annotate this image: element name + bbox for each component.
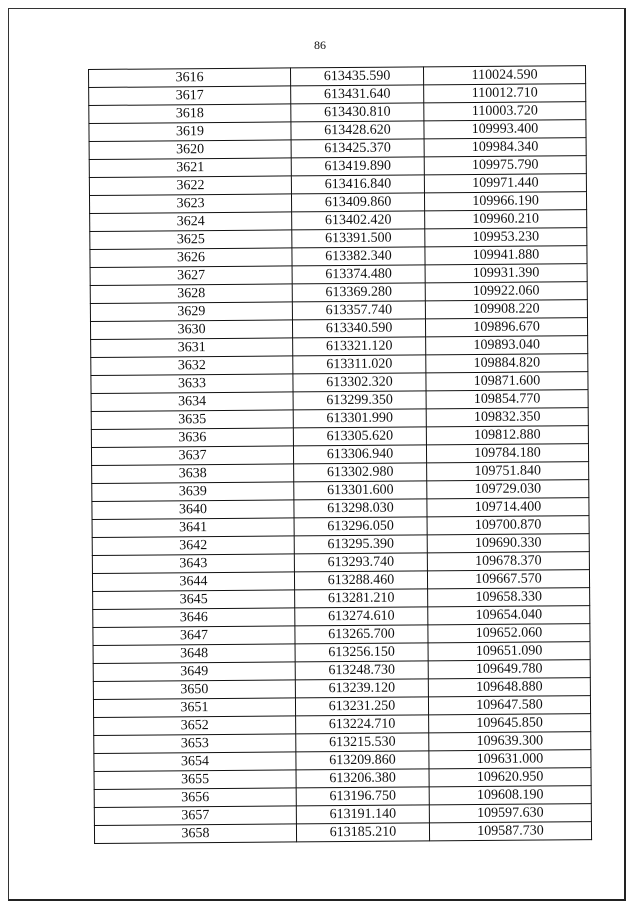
point-number-cell: 3616 <box>89 68 291 88</box>
point-number-cell: 3649 <box>93 662 295 682</box>
x-coordinate-cell: 613369.280 <box>292 283 425 302</box>
x-coordinate-cell: 613293.740 <box>294 553 427 572</box>
y-coordinate-cell: 109587.730 <box>429 822 591 841</box>
y-coordinate-cell: 109658.330 <box>428 588 590 607</box>
x-coordinate-cell: 613288.460 <box>294 571 427 590</box>
point-number-cell: 3650 <box>93 680 295 700</box>
point-number-cell: 3637 <box>91 446 293 466</box>
point-number-cell: 3658 <box>94 824 296 844</box>
y-coordinate-cell: 109993.400 <box>424 120 586 139</box>
y-coordinate-cell: 110012.710 <box>424 84 586 103</box>
point-number-cell: 3648 <box>93 644 295 664</box>
y-coordinate-cell: 109751.840 <box>427 462 589 481</box>
x-coordinate-cell: 613425.370 <box>291 139 424 158</box>
point-number-cell: 3626 <box>90 248 292 268</box>
x-coordinate-cell: 613231.250 <box>295 697 428 716</box>
x-coordinate-cell: 613298.030 <box>294 499 427 518</box>
point-number-cell: 3622 <box>89 176 291 196</box>
x-coordinate-cell: 613357.740 <box>292 301 425 320</box>
x-coordinate-cell: 613311.020 <box>293 355 426 374</box>
y-coordinate-cell: 109871.600 <box>426 372 588 391</box>
point-number-cell: 3617 <box>89 86 291 106</box>
point-number-cell: 3623 <box>89 194 291 214</box>
x-coordinate-cell: 613340.590 <box>292 319 425 338</box>
x-coordinate-cell: 613409.860 <box>291 193 424 212</box>
x-coordinate-cell: 613206.380 <box>296 769 429 788</box>
point-number-cell: 3645 <box>93 590 295 610</box>
y-coordinate-cell: 109953.230 <box>425 228 587 247</box>
page-number: 86 <box>314 38 326 52</box>
x-coordinate-cell: 613256.150 <box>295 643 428 662</box>
y-coordinate-cell: 109893.040 <box>426 336 588 355</box>
x-coordinate-cell: 613296.050 <box>294 517 427 536</box>
point-number-cell: 3653 <box>94 734 296 754</box>
x-coordinate-cell: 613435.590 <box>290 67 423 86</box>
point-number-cell: 3642 <box>92 536 294 556</box>
y-coordinate-cell: 109700.870 <box>427 516 589 535</box>
coordinates-table <box>88 65 592 844</box>
x-coordinate-cell: 613321.120 <box>293 337 426 356</box>
y-coordinate-cell: 109941.880 <box>425 246 587 265</box>
point-number-cell: 3618 <box>89 104 291 124</box>
y-coordinate-cell: 110024.590 <box>423 66 585 85</box>
y-coordinate-cell: 109608.190 <box>429 786 591 805</box>
point-number-cell: 3641 <box>92 518 294 538</box>
x-coordinate-cell: 613302.320 <box>293 373 426 392</box>
x-coordinate-cell: 613419.890 <box>291 157 424 176</box>
point-number-cell: 3624 <box>90 212 292 232</box>
x-coordinate-cell: 613382.340 <box>292 247 425 266</box>
point-number-cell: 3634 <box>91 392 293 412</box>
y-coordinate-cell: 109690.330 <box>427 534 589 553</box>
x-coordinate-cell: 613265.700 <box>295 625 428 644</box>
point-number-cell: 3630 <box>90 320 292 340</box>
x-coordinate-cell: 613281.210 <box>295 589 428 608</box>
point-number-cell: 3652 <box>94 716 296 736</box>
point-number-cell: 3644 <box>92 572 294 592</box>
table-row <box>94 822 591 844</box>
x-coordinate-cell: 613191.140 <box>296 805 429 824</box>
x-coordinate-cell: 613402.420 <box>292 211 425 230</box>
point-number-cell: 3643 <box>92 554 294 574</box>
point-number-cell: 3646 <box>93 608 295 628</box>
y-coordinate-cell: 109639.300 <box>429 732 591 751</box>
y-coordinate-cell: 109678.370 <box>427 552 589 571</box>
y-coordinate-cell: 109896.670 <box>425 318 587 337</box>
y-coordinate-cell: 109667.570 <box>427 570 589 589</box>
y-coordinate-cell: 109812.880 <box>426 426 588 445</box>
y-coordinate-cell: 109647.580 <box>428 696 590 715</box>
x-coordinate-cell: 613305.620 <box>293 427 426 446</box>
x-coordinate-cell: 613301.990 <box>293 409 426 428</box>
x-coordinate-cell: 613185.210 <box>296 823 429 842</box>
point-number-cell: 3631 <box>91 338 293 358</box>
x-coordinate-cell: 613428.620 <box>291 121 424 140</box>
x-coordinate-cell: 613295.390 <box>294 535 427 554</box>
point-number-cell: 3657 <box>94 806 296 826</box>
point-number-cell: 3620 <box>89 140 291 160</box>
x-coordinate-cell: 613302.980 <box>294 463 427 482</box>
y-coordinate-cell: 109714.400 <box>427 498 589 517</box>
y-coordinate-cell: 109645.850 <box>429 714 591 733</box>
y-coordinate-cell: 109984.340 <box>424 138 586 157</box>
y-coordinate-cell: 109784.180 <box>426 444 588 463</box>
x-coordinate-cell: 613215.530 <box>296 733 429 752</box>
y-coordinate-cell: 109651.090 <box>428 642 590 661</box>
y-coordinate-cell: 109620.950 <box>429 768 591 787</box>
y-coordinate-cell: 109971.440 <box>424 174 586 193</box>
y-coordinate-cell: 109654.040 <box>428 606 590 625</box>
x-coordinate-cell: 613430.810 <box>291 103 424 122</box>
y-coordinate-cell: 109884.820 <box>426 354 588 373</box>
y-coordinate-cell: 109922.060 <box>425 282 587 301</box>
point-number-cell: 3629 <box>90 302 292 322</box>
point-number-cell: 3638 <box>92 464 294 484</box>
point-number-cell: 3628 <box>90 284 292 304</box>
x-coordinate-cell: 613416.840 <box>291 175 424 194</box>
y-coordinate-cell: 109729.030 <box>427 480 589 499</box>
y-coordinate-cell: 109649.780 <box>428 660 590 679</box>
x-coordinate-cell: 613431.640 <box>291 85 424 104</box>
x-coordinate-cell: 613248.730 <box>295 661 428 680</box>
x-coordinate-cell: 613224.710 <box>296 715 429 734</box>
point-number-cell: 3635 <box>91 410 293 430</box>
y-coordinate-cell: 109908.220 <box>425 300 587 319</box>
y-coordinate-cell: 109652.060 <box>428 624 590 643</box>
point-number-cell: 3656 <box>94 788 296 808</box>
y-coordinate-cell: 109854.770 <box>426 390 588 409</box>
x-coordinate-cell: 613306.940 <box>293 445 426 464</box>
y-coordinate-cell: 109960.210 <box>425 210 587 229</box>
x-coordinate-cell: 613391.500 <box>292 229 425 248</box>
x-coordinate-cell: 613374.480 <box>292 265 425 284</box>
y-coordinate-cell: 109631.000 <box>429 750 591 769</box>
x-coordinate-cell: 613196.750 <box>296 787 429 806</box>
y-coordinate-cell: 109648.880 <box>428 678 590 697</box>
point-number-cell: 3655 <box>94 770 296 790</box>
y-coordinate-cell: 109931.390 <box>425 264 587 283</box>
y-coordinate-cell: 109975.790 <box>424 156 586 175</box>
y-coordinate-cell: 109966.190 <box>424 192 586 211</box>
point-number-cell: 3625 <box>90 230 292 250</box>
y-coordinate-cell: 109832.350 <box>426 408 588 427</box>
y-coordinate-cell: 109597.630 <box>429 804 591 823</box>
x-coordinate-cell: 613299.350 <box>293 391 426 410</box>
x-coordinate-cell: 613239.120 <box>295 679 428 698</box>
point-number-cell: 3636 <box>91 428 293 448</box>
point-number-cell: 3621 <box>89 158 291 178</box>
point-number-cell: 3619 <box>89 122 291 142</box>
point-number-cell: 3633 <box>91 374 293 394</box>
point-number-cell: 3632 <box>91 356 293 376</box>
point-number-cell: 3647 <box>93 626 295 646</box>
coordinates-table-body <box>89 66 592 844</box>
point-number-cell: 3651 <box>93 698 295 718</box>
point-number-cell: 3627 <box>90 266 292 286</box>
x-coordinate-cell: 613209.860 <box>296 751 429 770</box>
point-number-cell: 3639 <box>92 482 294 502</box>
x-coordinate-cell: 613274.610 <box>295 607 428 626</box>
point-number-cell: 3640 <box>92 500 294 520</box>
x-coordinate-cell: 613301.600 <box>294 481 427 500</box>
y-coordinate-cell: 110003.720 <box>424 102 586 121</box>
point-number-cell: 3654 <box>94 752 296 772</box>
